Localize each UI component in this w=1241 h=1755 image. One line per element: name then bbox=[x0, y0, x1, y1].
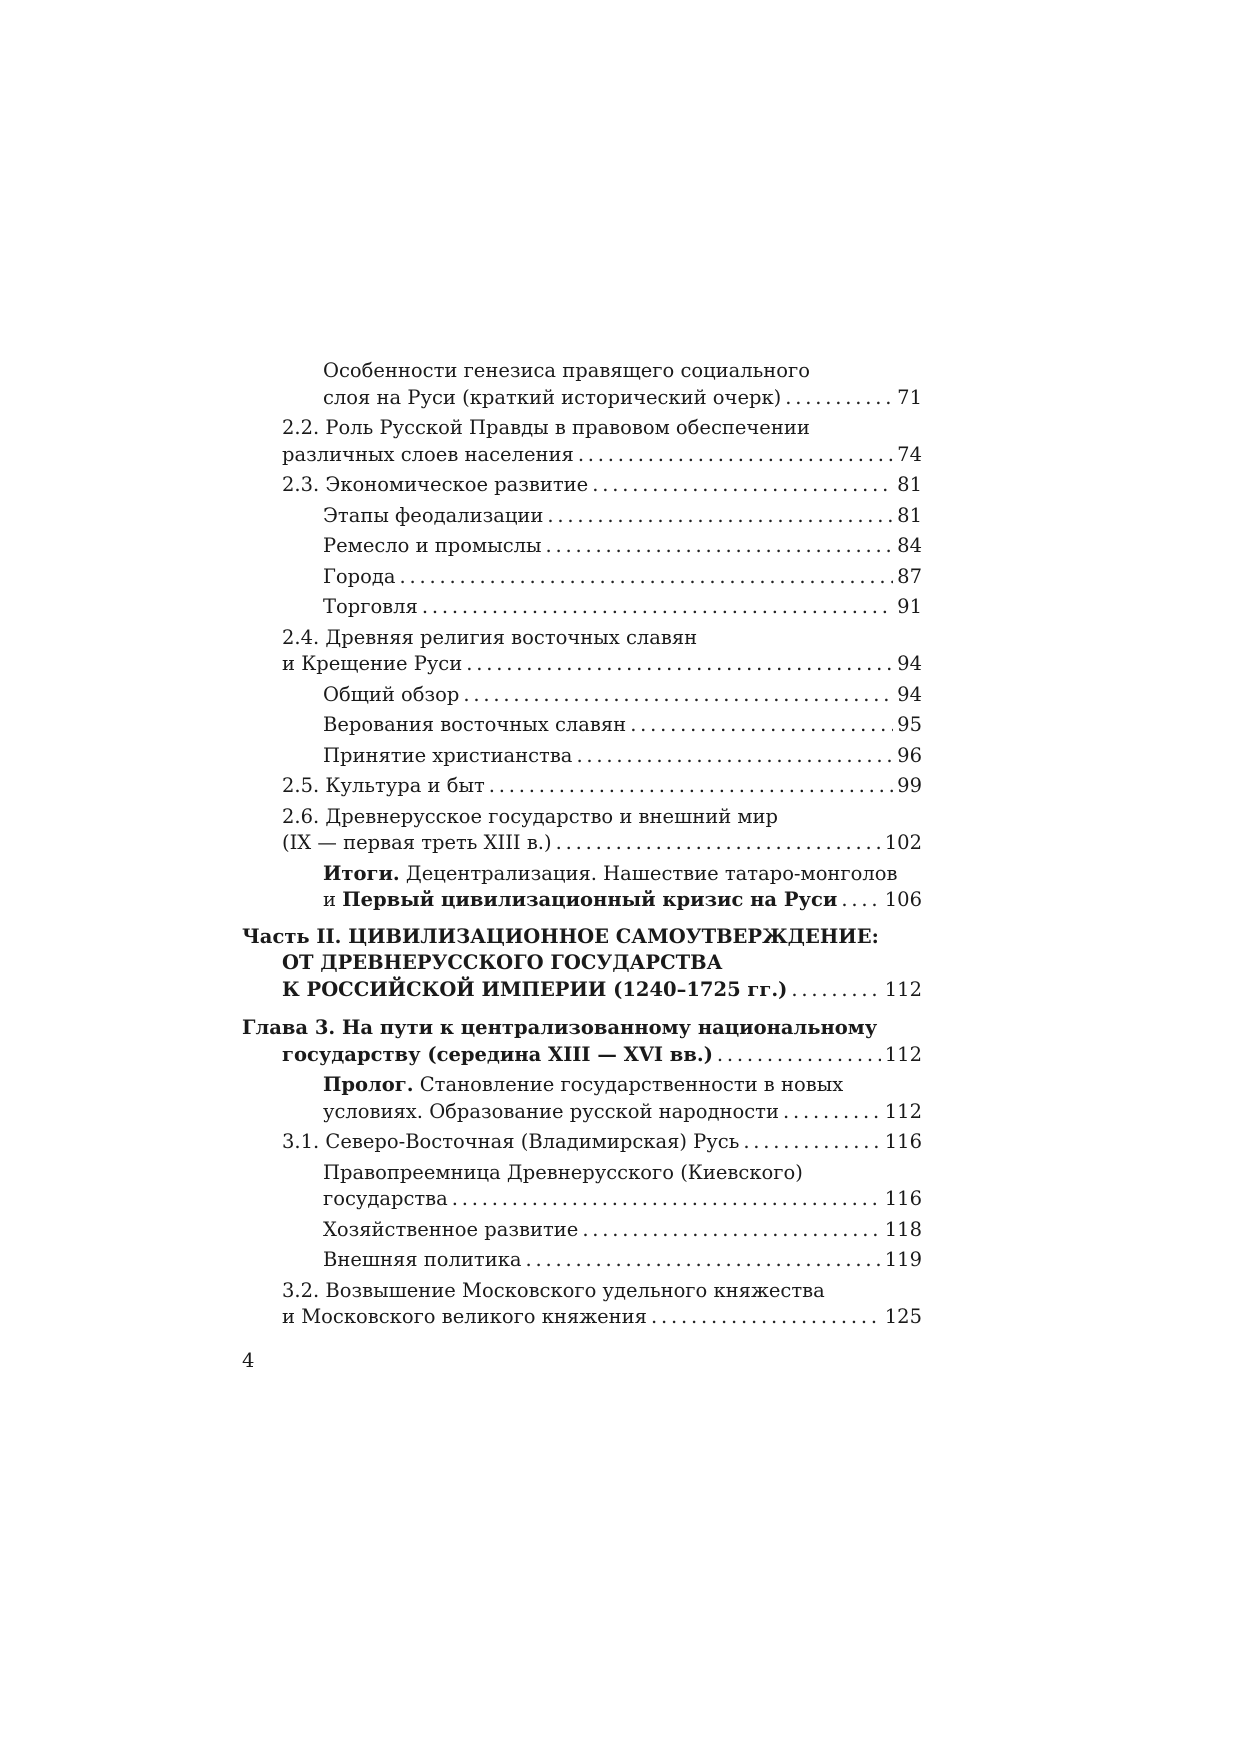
toc-entry bbox=[242, 1072, 922, 1125]
toc-entry-title: 2.3. Экономическое развитие bbox=[282, 473, 589, 496]
toc-entry bbox=[242, 472, 922, 499]
page-number: 119 bbox=[884, 1248, 922, 1271]
toc-entry bbox=[242, 682, 922, 709]
toc-entry-title: Общий обзор bbox=[323, 682, 460, 706]
dot-leader bbox=[841, 887, 880, 914]
dot-leader bbox=[630, 712, 893, 739]
page-number: 112 bbox=[884, 1099, 922, 1123]
toc-entry-title: Торговля bbox=[323, 595, 418, 618]
chapter-heading bbox=[242, 1015, 922, 1068]
toc-entry bbox=[242, 1129, 922, 1156]
toc-entry-title: и bbox=[323, 888, 343, 911]
toc-entry-title: Становление государственности в новых bbox=[413, 1073, 844, 1096]
part-title: Часть II. ЦИВИЛИЗАЦИОННОЕ САМОУТВЕРЖДЕНИЕ: bbox=[242, 924, 879, 948]
toc-entry-title-bold: Первый цивилизационный кризис на Руси bbox=[342, 888, 838, 911]
page-number: 81 bbox=[897, 503, 922, 527]
toc-entry bbox=[242, 1278, 922, 1331]
page-number: 102 bbox=[884, 831, 922, 854]
toc-entry-title: 3.2. Возвышение Московского удельного княжества bbox=[282, 1278, 825, 1302]
toc-entry bbox=[242, 533, 922, 560]
page-number: 81 bbox=[897, 473, 922, 496]
toc-entry bbox=[242, 804, 922, 857]
dot-leader bbox=[743, 1129, 880, 1156]
page-number: 91 bbox=[897, 595, 922, 618]
dot-leader bbox=[463, 682, 893, 709]
toc-entry-title: Города bbox=[323, 564, 396, 588]
dot-leader bbox=[556, 830, 881, 857]
page-number: 116 bbox=[884, 1130, 922, 1153]
page-folio: 4 bbox=[242, 1349, 255, 1372]
page-number: 74 bbox=[897, 442, 922, 466]
dot-leader bbox=[791, 977, 880, 1004]
toc-entry-title: условиях. Образование русской народности bbox=[323, 1099, 779, 1123]
page-number: 94 bbox=[897, 682, 922, 706]
page-number: 99 bbox=[897, 774, 922, 797]
page-number: 95 bbox=[897, 713, 922, 736]
toc-entry-title: Внешняя политика bbox=[323, 1248, 522, 1271]
page-number: 118 bbox=[884, 1217, 922, 1241]
toc-entry bbox=[242, 1160, 922, 1213]
toc-entry bbox=[242, 773, 922, 800]
summary-label: Итоги. bbox=[323, 861, 400, 885]
toc-entry bbox=[242, 861, 922, 914]
dot-leader bbox=[592, 472, 893, 499]
page-number: 106 bbox=[884, 888, 922, 911]
toc-entry-title: Принятие христианства bbox=[323, 743, 573, 767]
page-number: 84 bbox=[897, 534, 922, 557]
dot-leader bbox=[546, 533, 894, 560]
dot-leader bbox=[489, 773, 893, 800]
toc-entry-title: 2.2. Роль Русской Правды в правовом обеспечении bbox=[282, 416, 810, 439]
part-heading bbox=[242, 924, 922, 1004]
toc-entry-title: Децентрализация. Нашествие татаро-монголов bbox=[399, 861, 898, 885]
part-title: К РОССИЙСКОЙ ИМПЕРИИ (1240–1725 гг.) bbox=[282, 977, 788, 1001]
toc-entry bbox=[242, 358, 922, 411]
chapter-title: государству (середина XIII — XVI вв.) bbox=[282, 1042, 713, 1066]
toc-entry-title: Хозяйственное развитие bbox=[323, 1217, 579, 1241]
toc-entry-title: Ремесло и промыслы bbox=[323, 534, 542, 557]
page-number: 112 bbox=[884, 977, 922, 1001]
dot-leader bbox=[578, 442, 893, 469]
dot-leader bbox=[400, 564, 894, 591]
toc-entry bbox=[242, 1217, 922, 1244]
toc-entry bbox=[242, 415, 922, 468]
table-of-contents bbox=[242, 358, 922, 1335]
toc-entry-title: слоя на Руси (краткий исторический очерк) bbox=[323, 385, 782, 409]
dot-leader bbox=[452, 1186, 881, 1213]
toc-entry-title: Правопреемница Древнерусского (Киевского) bbox=[323, 1160, 803, 1184]
page-number: 116 bbox=[884, 1187, 922, 1210]
page-number: 87 bbox=[897, 564, 922, 588]
toc-entry bbox=[242, 712, 922, 739]
dot-leader bbox=[582, 1217, 880, 1244]
dot-leader bbox=[785, 385, 893, 412]
toc-entry bbox=[242, 1247, 922, 1274]
page-number: 125 bbox=[884, 1305, 922, 1328]
dot-leader bbox=[783, 1099, 881, 1126]
toc-entry bbox=[242, 594, 922, 621]
page-number: 96 bbox=[897, 743, 922, 767]
prologue-label: Пролог. bbox=[323, 1073, 414, 1096]
toc-entry bbox=[242, 564, 922, 591]
toc-entry-title: 2.6. Древнерусское государство и внешний мир bbox=[282, 804, 779, 828]
page-number: 71 bbox=[897, 385, 922, 409]
toc-entry-title: и Московского великого княжения bbox=[282, 1305, 647, 1328]
dot-leader bbox=[466, 651, 893, 678]
toc-entry-title: государства bbox=[323, 1187, 448, 1210]
toc-entry-title: 2.4. Древняя религия восточных славян bbox=[282, 625, 698, 649]
part-title: ОТ ДРЕВНЕРУССКОГО ГОСУДАРСТВА bbox=[282, 951, 723, 974]
toc-entry-title: Этапы феодализации bbox=[323, 503, 544, 527]
toc-entry-title: различных слоев населения bbox=[282, 442, 574, 466]
toc-entry-title: Особенности генезиса правящего социального bbox=[323, 359, 810, 382]
toc-entry bbox=[242, 503, 922, 530]
dot-leader bbox=[651, 1304, 881, 1331]
toc-entry-title: 3.1. Северо-Восточная (Владимирская) Русь bbox=[282, 1130, 740, 1153]
page-number: 112 bbox=[884, 1042, 922, 1066]
toc-entry-title: (IX — первая треть XIII в.) bbox=[282, 831, 552, 854]
dot-leader bbox=[717, 1042, 881, 1069]
page-number: 94 bbox=[897, 652, 922, 675]
dot-leader bbox=[422, 594, 893, 621]
dot-leader bbox=[526, 1247, 881, 1274]
toc-entry bbox=[242, 625, 922, 678]
dot-leader bbox=[576, 743, 893, 770]
toc-entry-title: и Крещение Руси bbox=[282, 652, 463, 675]
chapter-title: Глава 3. На пути к централизованному национальному bbox=[242, 1016, 878, 1039]
toc-entry-title: Верования восточных славян bbox=[323, 713, 627, 736]
toc-entry bbox=[242, 743, 922, 770]
dot-leader bbox=[547, 503, 893, 530]
toc-entry-title: 2.5. Культура и быт bbox=[282, 774, 485, 797]
